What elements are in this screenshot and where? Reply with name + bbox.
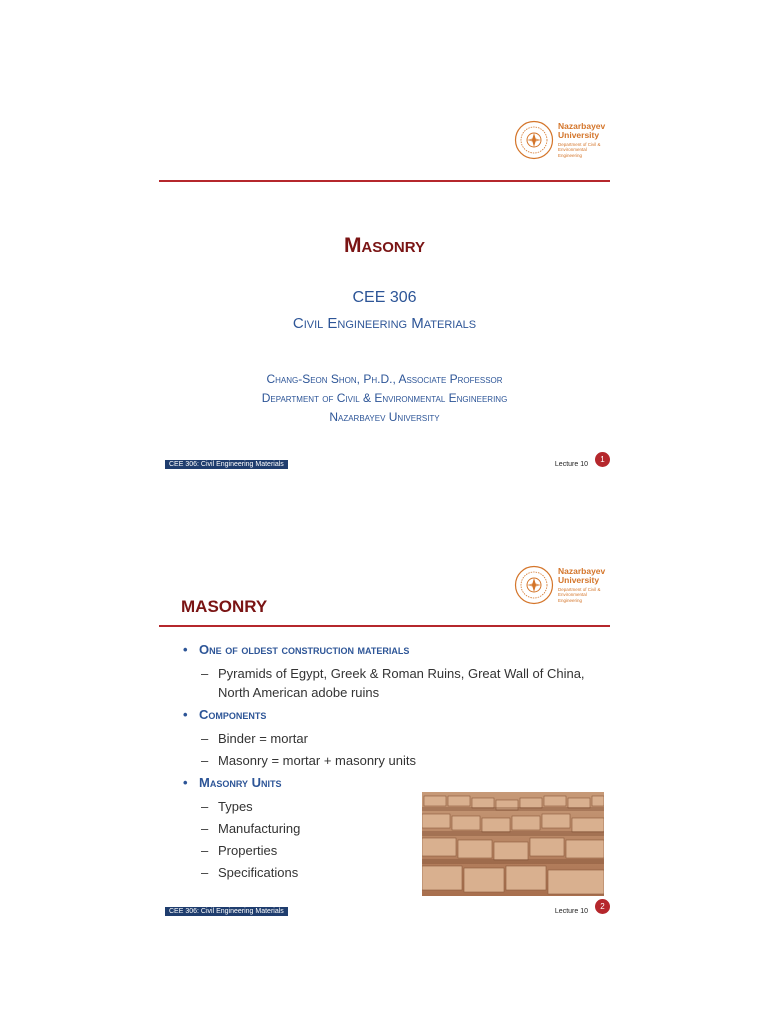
- footer-lecture: Lecture 10: [554, 908, 588, 915]
- bullet-item: • One of oldest construction materials: [181, 641, 601, 658]
- bullet-item: • Components: [181, 706, 601, 723]
- sub-bullet-text: Binder = mortar: [218, 731, 308, 746]
- author-name: Chang-Seon Shon, Ph.D., Associate Professor: [266, 372, 503, 386]
- slide-title: Masonry: [343, 234, 426, 257]
- logo-dept-line2: Environmental Engineering: [558, 592, 587, 603]
- bullet-group: [181, 641, 601, 702]
- university-logo: [514, 120, 610, 160]
- page-number-badge: 1: [595, 452, 610, 467]
- bullet-item: • Masonry Units: [181, 774, 601, 791]
- footer-lecture: Lecture 10: [554, 461, 588, 468]
- slide-footer: [159, 455, 610, 470]
- sub-bullet-item: – Properties: [201, 843, 278, 858]
- sub-bullet-text: Types: [218, 799, 253, 814]
- header-divider: [159, 625, 610, 627]
- brick-stack-photo: [422, 792, 604, 896]
- logo-name-line1: Nazarbayev: [558, 120, 606, 131]
- sub-bullet-item: – Masonry = mortar + masonry units: [201, 753, 416, 768]
- university-logo: [514, 565, 610, 605]
- author-department: Department of Civil & Environmental Engineering: [261, 391, 508, 405]
- sub-bullet-text: Properties: [218, 843, 278, 858]
- sub-bullet-text: Specifications: [218, 865, 299, 880]
- sub-bullet-item: – Manufacturing: [201, 821, 301, 836]
- course-subject: Civil Engineering Materials: [292, 315, 477, 332]
- logo-dept-line1: Department of Civil &: [558, 586, 601, 592]
- logo-dept-line1: Department of Civil &: [558, 141, 601, 147]
- logo-name-line2: University: [558, 129, 600, 140]
- sub-bullet-item: – Pyramids of Egypt, Greek & Roman Ruins, Great Wall of China, North American adobe ruins: [201, 666, 585, 700]
- sub-bullet-text: Masonry = mortar + masonry units: [218, 753, 416, 768]
- slide-2: [159, 555, 610, 915]
- sub-bullet-text: Pyramids of Egypt, Greek & Roman Ruins, Great Wall of China, North American adobe ruins: [218, 666, 585, 700]
- slide-footer: [159, 902, 610, 917]
- footer-course: CEE 306: Civil Engineering Materials: [165, 907, 288, 916]
- sub-bullet-item: – Specifications: [201, 865, 299, 880]
- logo-dept-line2: Environmental Engineering: [558, 147, 587, 158]
- sub-bullet-item: – Types: [201, 799, 253, 814]
- author-university: Nazarbayev University: [329, 410, 440, 424]
- bullet-group: [181, 706, 601, 770]
- sub-bullet-text: Manufacturing: [218, 821, 301, 836]
- sub-bullet-item: – Binder = mortar: [201, 731, 308, 746]
- slide-1: [159, 108, 610, 468]
- logo-name-line1: Nazarbayev: [558, 565, 606, 576]
- university-seal-icon: [514, 565, 554, 605]
- university-seal-icon: [514, 120, 554, 160]
- header-divider: [159, 180, 610, 182]
- logo-name-line2: University: [558, 574, 600, 585]
- page-number-badge: 2: [595, 899, 610, 914]
- course-code: CEE 306: [352, 289, 417, 306]
- footer-course: CEE 306: Civil Engineering Materials: [165, 460, 288, 469]
- author-block: [159, 370, 610, 427]
- slide-title: MASONRY: [181, 597, 268, 616]
